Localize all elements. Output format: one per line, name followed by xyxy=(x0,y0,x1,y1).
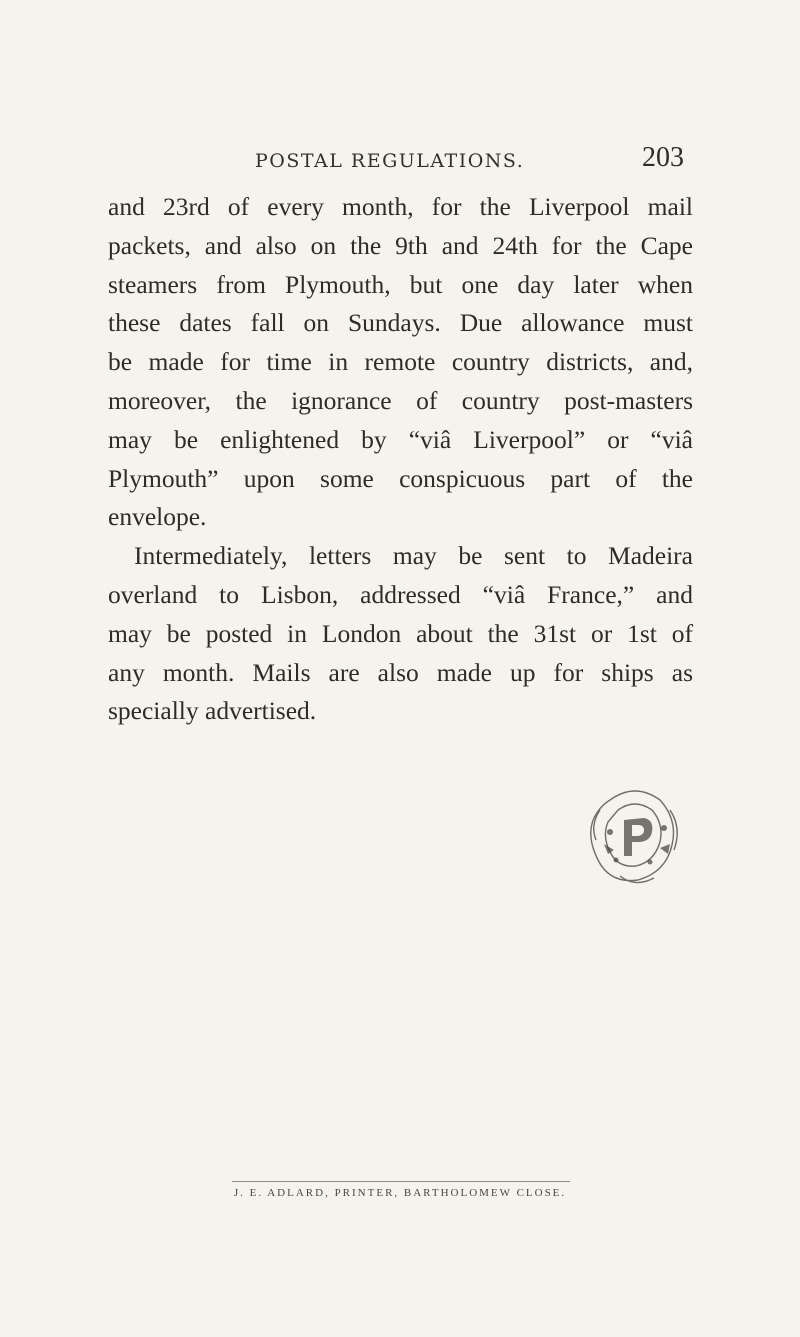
running-head xyxy=(0,142,800,182)
text-line: may be enlightened by “viâ Liverpool” or “viâ xyxy=(108,424,693,454)
text-line: Plymouth” upon some conspicuous part of the xyxy=(108,463,693,493)
text-line: be made for time in remote country districts, and, xyxy=(108,347,693,377)
text-line: steamers from Plymouth, but one day later when xyxy=(108,269,693,299)
text-line: packets, and also on the 9th and 24th for the Cape xyxy=(108,230,693,260)
printer-seal-icon xyxy=(580,780,690,890)
text-line: may be posted in London about the 31st or 1st of xyxy=(108,618,693,648)
printer-imprint: J. E. ADLARD, PRINTER, BARTHOLOMEW CLOSE. xyxy=(233,1187,567,1199)
text-line: overland to Lisbon, addressed “viâ France,” and xyxy=(108,579,693,609)
text-line: moreover, the ignorance of country post-masters xyxy=(108,385,693,415)
page-number: 203 xyxy=(642,142,684,173)
text-line: and 23rd of every month, for the Liverpool mail xyxy=(108,192,693,221)
text-line: any month. Mails are also made up for ships as xyxy=(108,657,693,687)
running-title: POSTAL REGULATIONS. xyxy=(255,150,525,172)
footer-rule xyxy=(232,1181,570,1182)
body-text xyxy=(108,188,693,731)
text-line: Intermediately, letters may be sent to Madeira xyxy=(134,541,693,571)
text-line: specially advertised. xyxy=(108,696,317,726)
text-line: these dates fall on Sundays. Due allowance must xyxy=(108,308,693,338)
paragraph-2 xyxy=(108,537,693,731)
paragraph-1 xyxy=(108,188,693,537)
text-line: envelope. xyxy=(108,502,207,532)
seal-letter: P xyxy=(632,830,638,841)
